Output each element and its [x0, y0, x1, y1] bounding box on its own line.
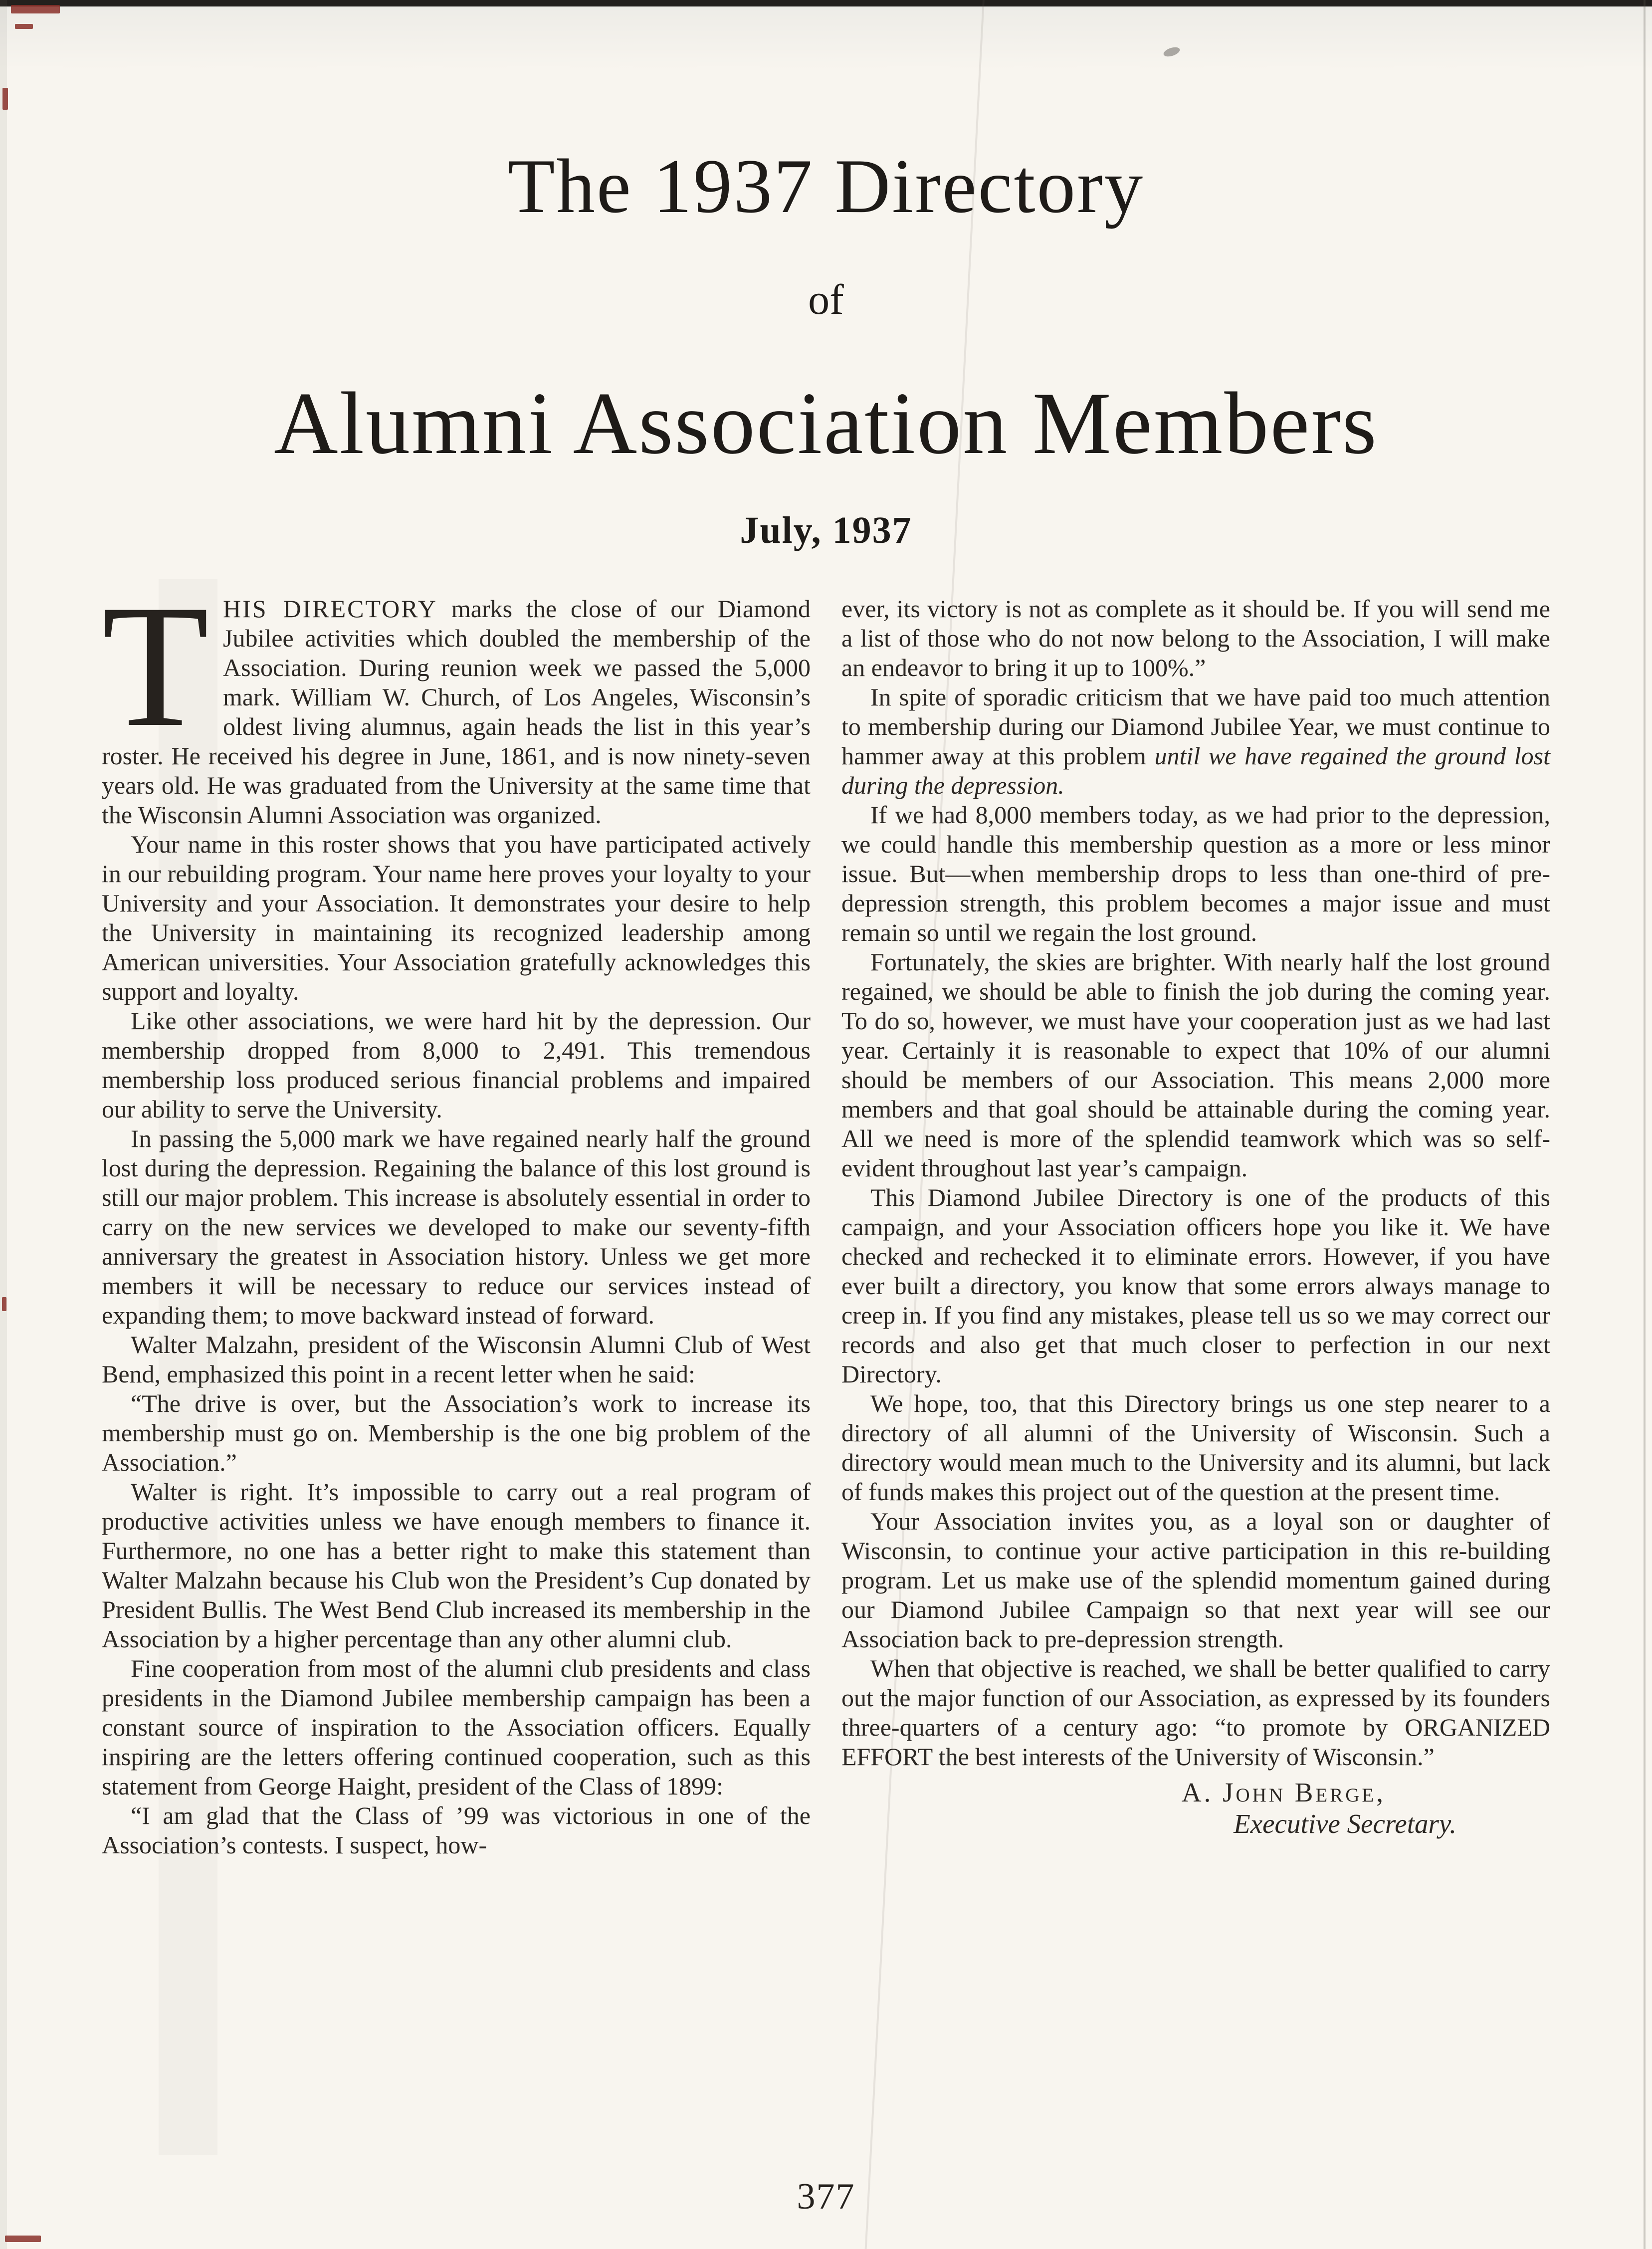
- opening-text: marks the close of our Diamond Jubilee activities which doubled the membership of the Association. During reunion week we passed the 5,000 mark. William W. Church, of Los Angeles, Wisconsin’s oldest living alumnus, again heads the list in this year’s roster. He received his degree in June, 1861, and is now ninety-seven years old. He was graduated from the University at the same time that the Wisconsin Alumni Association was organized.: [102, 595, 811, 829]
- signature-name: A. John Berge,: [1181, 1777, 1386, 1807]
- paragraph-continuation: ever, its victory is not as complete as it should be. If you will send me a list of those who do not now belong to the Association, I will make an endeavor to bring it up to 100%.”: [841, 595, 1550, 681]
- paragraph-text: In spite of sporadic criticism that we have paid too much attention to membership during our Diamond Jubilee Year, we must continue to hammer away at this problem: [841, 683, 1550, 770]
- paragraph: Your name in this roster shows that you have participated actively in our rebuilding program. Your name here proves your loyalty to your University and your Association. It demonstrates your desire to help the University in maintaining its recognized leadership among American universities. Your Association gratefully acknowledges this support and loyalty.: [102, 830, 811, 1005]
- paragraph: We hope, too, that this Directory brings us one step nearer to a directory of all alumni of the University of Wisconsin. Such a directory would mean much to the University and its alumni, but lack of funds makes this project out of the question at the present time.: [841, 1389, 1550, 1506]
- paragraph: Fortunately, the skies are brighter. With nearly half the lost ground regained, we should be able to finish the job during the coming year. To do so, however, we must have your cooperation just as we had last year. Certainly it is reasonable to expect that 10% of our alumni should be members of our Association. This means 2,000 more members and that goal should be attainable during the coming year. All we need is more of the splendid teamwork which was so self-evident throughout last year’s campaign.: [841, 948, 1550, 1182]
- signature-role: Executive Secretary.: [1234, 1808, 1456, 1839]
- paragraph: Walter Malzahn, president of the Wisconsin Alumni Club of West Bend, emphasized this point in a recent letter when he said:: [102, 1331, 811, 1388]
- paragraph: This Diamond Jubilee Directory is one of the products of this campaign, and your Association officers hope you like it. We have checked and rechecked it to eliminate errors. However, if you have ever built a directory, you know that some errors always manage to creep in. If you find any mistakes, please tell us so we may correct our records and also get that much closer to perfection in our next Directory.: [841, 1183, 1550, 1388]
- quote-paragraph: “The drive is over, but the Association’s work to increase its membership must go on. Membership is the one big problem of the Association.”: [102, 1389, 811, 1476]
- page-title-line1: The 1937 Directory: [507, 143, 1145, 229]
- signature-block: [841, 1778, 1550, 1838]
- paragraph-with-italic: [841, 682, 1550, 800]
- left-column: [102, 569, 811, 1860]
- emphasized-phrase: until we have regained the ground lost during the depression.: [841, 742, 1550, 799]
- scan-red-mark: [5, 2236, 41, 2242]
- opening-small-caps: HIS DIRECTORY: [223, 595, 437, 623]
- paragraph: Walter is right. It’s impossible to carry out a real program of productive activities unless we have enough members to finance it. Furthermore, no one has a better right to make this statement than Walter Malzahn because his Club won the President’s Cup donated by President Bullis. The West Bend Club increased its membership in the Association by a higher percentage than any other alumni club.: [102, 1478, 811, 1653]
- article-body: [0, 569, 1652, 1860]
- page-number: 377: [797, 2176, 855, 2217]
- quote-paragraph-continued-to-next-column: “I am glad that the Class of ’99 was victorious in one of the Association’s contests. I suspect, how-: [102, 1801, 811, 1859]
- issue-date: July, 1937: [740, 509, 912, 551]
- paragraph-opening: [102, 569, 811, 830]
- paragraph: Fine cooperation from most of the alumni club presidents and class presidents in the Diamond Jubilee membership campaign has been a constant source of inspiration to the Association officers. Equally inspiring are the letters offering continued cooperation, such as this statement from George Haight, president of the Class of 1899:: [102, 1654, 811, 1800]
- masthead: [0, 0, 1652, 549]
- right-column: [841, 594, 1550, 1860]
- drop-cap-T: T: [102, 569, 209, 763]
- paragraph: If we had 8,000 members today, as we had prior to the depression, we could handle this membership question as a more or less minor issue. But—when membership drops to less than one-third of pre-depression strength, this problem becomes a major issue and must remain so until we regain the lost ground.: [841, 801, 1550, 946]
- paragraph: Like other associations, we were hard hit by the depression. Our membership dropped from 8,000 to 2,491. This tremendous membership loss produced serious financial problems and impaired our ability to serve the University.: [102, 1007, 811, 1123]
- title-connector-of: of: [808, 275, 844, 323]
- paragraph: In passing the 5,000 mark we have regained nearly half the ground lost during the depression. Regaining the balance of this lost ground is still our major problem. This increase is absolutely essential in order to carry on the new services we developed to make our seventy-fifth anniversary the greatest in Association history. Unless we get more members it will be necessary to reduce our services instead of expanding them; to move backward instead of forward.: [102, 1124, 811, 1329]
- paragraph: When that objective is reached, we shall be better qualified to carry out the major function of our Association, as expressed by its founders three-quarters of a century ago: “to promote by ORGANIZED EFFORT the best interests of the University of Wisconsin.”: [841, 1654, 1550, 1771]
- paragraph: Your Association invites you, as a loyal son or daughter of Wisconsin, to continue your active participation in this re-building program. Let us make use of the splendid momentum gained during our Diamond Jubilee Campaign so that next year will see our Association back to pre-depression strength.: [841, 1507, 1550, 1653]
- page-title-line2: Alumni Association Members: [274, 374, 1378, 472]
